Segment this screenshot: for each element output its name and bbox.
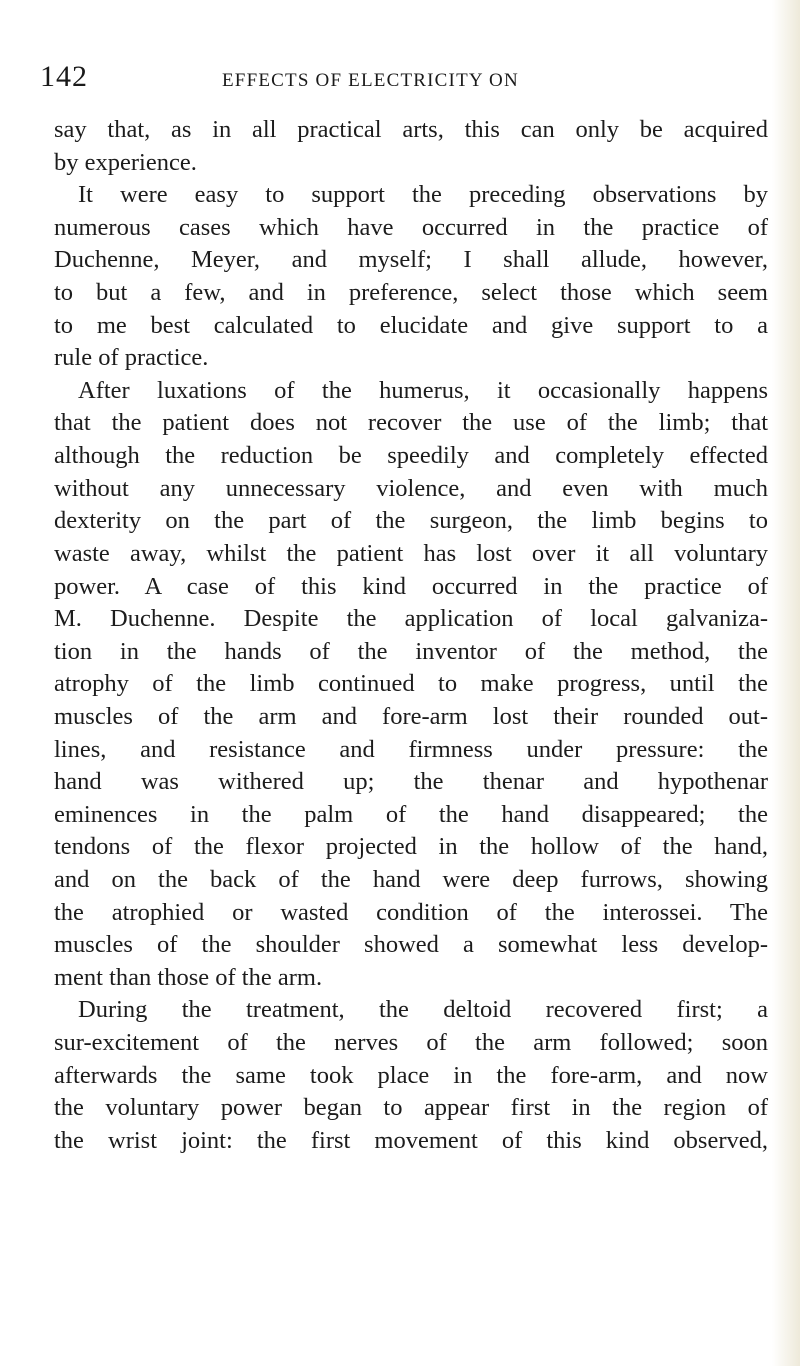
text-line: M. Duchenne. Despite the application of local galvaniza- bbox=[54, 605, 768, 633]
text-line: ment than those of the arm. bbox=[54, 963, 323, 991]
text-line: although the reduction be speedily and completely effected bbox=[54, 442, 768, 470]
text-line: the voluntary power began to appear first in the region of bbox=[54, 1094, 768, 1122]
text-line: eminences in the palm of the hand disappeared; the bbox=[54, 800, 768, 828]
text-line: After luxations of the humerus, it occasionally happens bbox=[78, 376, 768, 404]
text-line: by experience. bbox=[54, 148, 197, 176]
text-line: to me best calculated to elucidate and give support to a bbox=[54, 311, 768, 339]
text-line: hand was withered up; the thenar and hypothenar bbox=[54, 768, 768, 796]
text-line: say that, as in all practical arts, this can only be acquired bbox=[54, 116, 768, 143]
text-line: tion in the hands of the inventor of the method, the bbox=[54, 637, 768, 665]
text-line: the atrophied or wasted condition of the interossei. The bbox=[54, 898, 768, 926]
text-line: rule of practice. bbox=[54, 344, 209, 372]
body-text bbox=[54, 114, 768, 1158]
page-number: 142 bbox=[40, 60, 88, 93]
text-line: During the treatment, the deltoid recovered first; a bbox=[78, 996, 768, 1024]
text-line: lines, and resistance and firmness under pressure: the bbox=[54, 735, 768, 763]
text-line: muscles of the shoulder showed a somewhat less develop- bbox=[54, 931, 768, 959]
text-line: and on the back of the hand were deep furrows, showing bbox=[54, 866, 768, 894]
text-line: afterwards the same took place in the fore-arm, and now bbox=[54, 1061, 768, 1089]
text-line: the wrist joint: the first movement of this kind observed, bbox=[54, 1126, 768, 1154]
running-head: EFFECTS OF ELECTRICITY ON bbox=[222, 70, 519, 91]
text-line: tendons of the flexor projected in the hollow of the hand, bbox=[54, 833, 768, 861]
text-line: to but a few, and in preference, select those which seem bbox=[54, 279, 768, 307]
text-line: It were easy to support the preceding observations by bbox=[78, 181, 768, 209]
text-line: Duchenne, Meyer, and myself; I shall allude, however, bbox=[54, 246, 768, 274]
text-line: numerous cases which have occurred in the practice of bbox=[54, 213, 768, 241]
text-line: waste away, whilst the patient has lost over it all voluntary bbox=[54, 539, 768, 567]
text-line: without any unnecessary violence, and even with much bbox=[54, 474, 768, 502]
text-line: atrophy of the limb continued to make progress, until the bbox=[54, 670, 768, 698]
text-line: muscles of the arm and fore-arm lost their rounded out- bbox=[54, 702, 768, 730]
text-line: that the patient does not recover the use of the limb; that bbox=[54, 409, 768, 437]
text-line: dexterity on the part of the surgeon, the limb begins to bbox=[54, 507, 768, 535]
text-line: sur-excitement of the nerves of the arm followed; soon bbox=[54, 1029, 768, 1057]
page-edge-shading bbox=[772, 0, 800, 1366]
text-line: power. A case of this kind occurred in the practice of bbox=[54, 572, 768, 600]
